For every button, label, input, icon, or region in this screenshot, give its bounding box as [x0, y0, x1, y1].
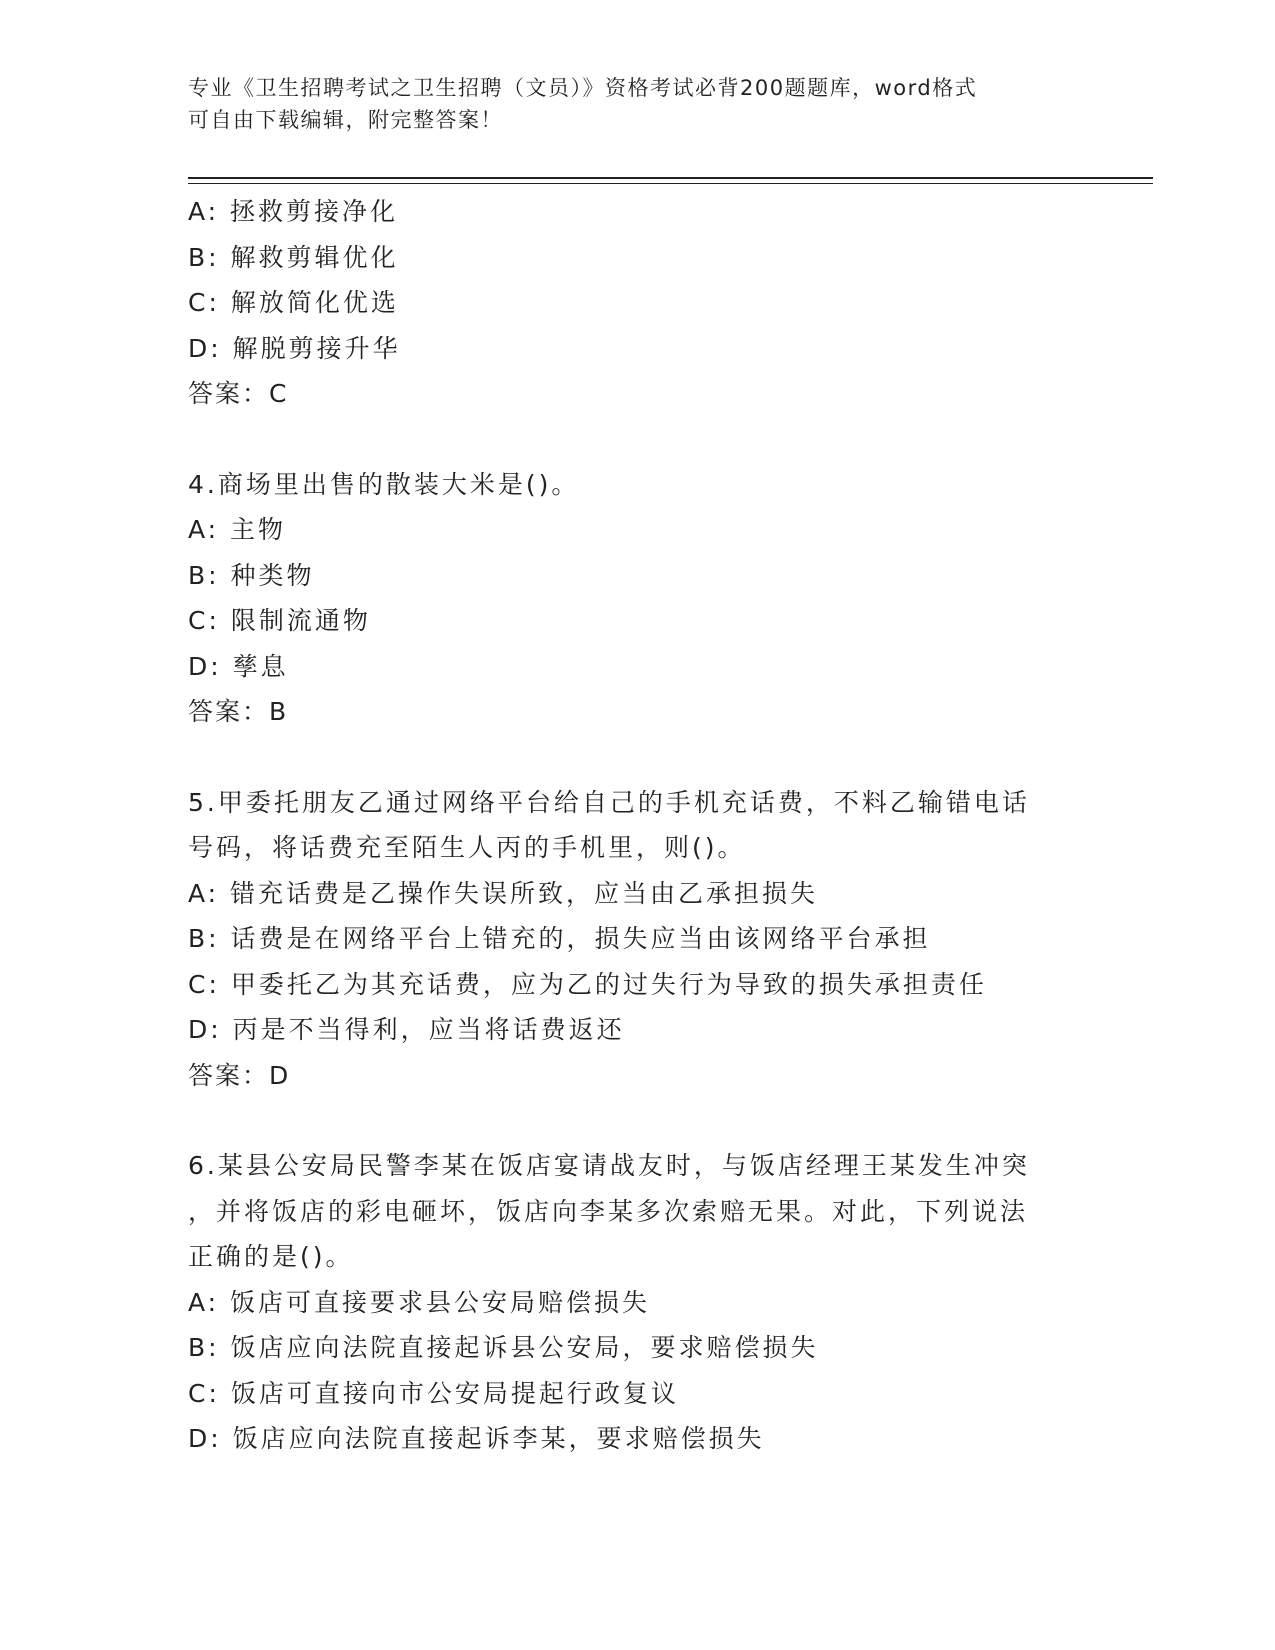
spacer — [188, 735, 1068, 780]
question-stem-line-2: 号码，将话费充至陌生人丙的手机里，则()。 — [188, 833, 746, 862]
header-divider-thin — [188, 183, 1153, 184]
header-title-line-1: 专业《卫生招聘考试之卫生招聘（文员）》资格考试必背200题题库，word格式 — [188, 76, 978, 100]
option-a: A: 错充话费是乙操作失误所致，应当由乙承担损失 — [188, 878, 819, 908]
question-block-6 — [188, 1143, 1068, 1462]
option-b: B: 种类物 — [188, 560, 315, 590]
option-c: C: 解放简化优选 — [188, 288, 399, 317]
question-stem-line-2: ，并将饭店的彩电砸坏，饭店向李某多次索赔无果。对此，下列说法 — [188, 1196, 1029, 1226]
answer-line: 答案：D — [188, 1060, 291, 1090]
question-block-4 — [188, 462, 1068, 735]
answer-line: 答案：C — [188, 379, 289, 408]
option-d: D: 丙是不当得利，应当将话费返还 — [188, 1015, 625, 1044]
option-c: C: 饭店可直接向市公安局提起行政复议 — [188, 1378, 679, 1408]
question-stem-line-1: 6.某县公安局民警李某在饭店宴请战友时，与饭店经理王某发生冲突 — [188, 1151, 1030, 1180]
option-d: D: 解脱剪接升华 — [188, 333, 401, 363]
option-b: B: 饭店应向法院直接起诉县公安局，要求赔偿损失 — [188, 1333, 819, 1362]
header-divider-thick — [188, 177, 1153, 179]
option-d: D: 孳息 — [188, 651, 289, 681]
question-block-5 — [188, 780, 1068, 1099]
header-title-line-2: 可自由下载编辑，附完整答案！ — [188, 108, 503, 132]
option-a: A: 拯救剪接净化 — [188, 197, 399, 226]
question-stem: 4.商场里出售的散装大米是()。 — [188, 469, 580, 499]
question-stem-line-1: 5.甲委托朋友乙通过网络平台给自己的手机充话费，不料乙输错电话 — [188, 787, 1030, 817]
option-b: B: 解救剪辑优化 — [188, 242, 399, 272]
option-c: C: 限制流通物 — [188, 606, 371, 635]
answer-line: 答案：B — [188, 697, 289, 726]
document-header — [188, 72, 1068, 136]
option-a: A: 饭店可直接要求县公安局赔偿损失 — [188, 1287, 651, 1317]
option-d: D: 饭店应向法院直接起诉李某，要求赔偿损失 — [188, 1424, 765, 1453]
spacer — [188, 417, 1068, 462]
question-block-3 — [188, 189, 1068, 417]
option-b: B: 话费是在网络平台上错充的，损失应当由该网络平台承担 — [188, 924, 931, 953]
question-stem-line-3: 正确的是()。 — [188, 1242, 354, 1271]
option-a: A: 主物 — [188, 515, 287, 544]
spacer — [188, 1098, 1068, 1143]
option-c: C: 甲委托乙为其充话费，应为乙的过失行为导致的损失承担责任 — [188, 969, 987, 999]
document-body — [188, 189, 1068, 1462]
